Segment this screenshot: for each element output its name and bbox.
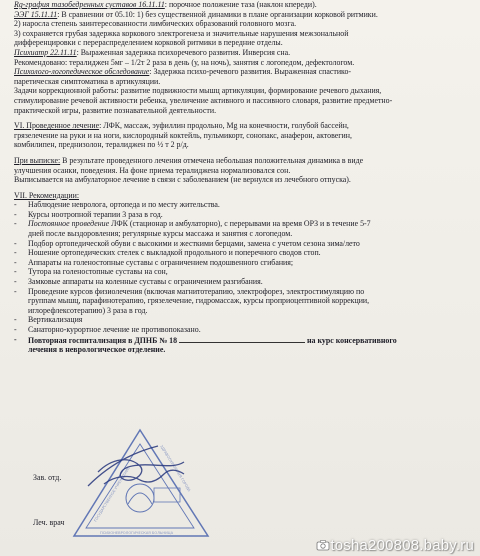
intro-line <box>14 0 472 10</box>
svg-text:ЗДРАВООХРАНЕНИЯ ГОРОДА: ЗДРАВООХРАНЕНИЯ ГОРОДА <box>159 444 192 493</box>
discharge-line: Выписывается на амбулаторное лечение в связи с заболеванием (не вернулся из лечебного отпуска). <box>14 175 351 185</box>
recommendation-text: Постоянное проведение ЛФК (стационар и амбулаторно), с перерывами на время ОРЗ и в течение 5-7 <box>28 219 371 229</box>
intro-findings <box>14 0 472 115</box>
signature-scribble <box>88 446 184 486</box>
recommendation-item <box>14 200 472 210</box>
intro-text: практической игры, развитие познавательной деятельности. <box>14 105 217 115</box>
recommendation-item <box>14 267 472 277</box>
item-dash: - <box>14 325 17 334</box>
document-body <box>14 0 472 355</box>
intro-text: стимулирование речевой активности ребенка, увеличение активного и пассивного словаря, развитие предметно- <box>14 95 393 105</box>
item-dash: - <box>14 277 17 287</box>
intro-line <box>14 29 472 39</box>
intro-text: : В сравнении от 05.10: 1) без существенной динамики в плане организации корковой ритмики. <box>57 9 378 19</box>
item-dash: - <box>14 200 17 210</box>
item-dash: - <box>14 315 17 325</box>
intro-text: паретическая симптоматика в артикуляции. <box>14 76 161 86</box>
svg-text:ГОСУДАРСТВЕННОЕ УЧРЕЖДЕНИЕ: ГОСУДАРСТВЕННОЕ УЧРЕЖДЕНИЕ <box>93 466 131 523</box>
intro-line <box>14 106 472 116</box>
item-dash: - <box>14 219 17 229</box>
treatment-line: грязелечение на руки и на ноги, кислородный коктейль, пульмикорт, сонопакс, анаферон, актовегин, <box>14 130 352 140</box>
recommendations-list <box>14 200 472 334</box>
recommendation-text: Тутора на голеностопные суставы на сон, <box>28 267 168 277</box>
recommendation-item <box>14 277 472 287</box>
intro-line <box>14 48 472 58</box>
recommendation-item <box>14 248 472 258</box>
intro-line <box>14 96 472 106</box>
official-stamp <box>68 424 213 542</box>
intro-line <box>14 86 472 96</box>
intro-line <box>14 10 472 20</box>
watermark-text: tosha200808.baby.ru <box>330 537 474 554</box>
recommendation-item <box>14 210 472 220</box>
watermark-camera-icon <box>316 538 330 552</box>
recommendation-text: Аппараты на голеностопные суставы с ограничением подошвенного сгибания; <box>28 257 294 267</box>
recommendation-item <box>14 229 472 239</box>
intro-line <box>14 58 472 68</box>
recommendation-text: дней после выздоровления; регулярные курсы массажа и занятия с логопедом. <box>28 229 293 239</box>
recommendation-text: Замковые аппараты на коленные суставы с ограничением разгибания. <box>28 277 263 287</box>
recommendation-text: Подбор ортопедической обуви с высокими и жесткими берцами, замена с учетом сезона зима/лето <box>28 238 360 248</box>
recommendation-text: Ношение ортопедических стелек с выкладкой продольного и поперечного сводов стоп. <box>28 248 321 258</box>
rehospitalization-text: Повторная госпитализация в ДПНБ № 18 <box>28 335 178 345</box>
recommendation-item <box>14 239 472 249</box>
treatment-section <box>14 121 472 150</box>
intro-label: ЭЭГ 15.11.11 <box>14 9 58 19</box>
intro-text: 2) нароcла степень заинтересованности лимбических образований головного мозга. <box>14 19 297 29</box>
intro-line <box>14 67 472 77</box>
item-dash: - <box>14 257 17 267</box>
item-dash: - <box>14 286 17 296</box>
doctor-signature-label: Леч. врач <box>33 518 65 527</box>
intro-label: Психолого-логопедическое обследование <box>14 67 150 77</box>
item-dash: - <box>14 238 17 248</box>
item-dash: - <box>14 248 17 258</box>
recommendation-item <box>14 219 472 229</box>
treatment-line: : ЛФК, массаж, эуфиллин продольно, Mg на конечности, голубой бассейн, <box>99 121 349 131</box>
recommendation-item <box>14 296 472 306</box>
intro-text: Задачи коррекционной работы: развитие подвижности мышц артикуляции, формирование речевого дыхания, <box>14 86 382 96</box>
recommendations-heading: VII. Рекомендации: <box>14 190 80 200</box>
item-dash: - <box>14 209 17 219</box>
recommendations-section <box>14 191 472 355</box>
recommendation-text: иглорефлексотерапию) 3 раза в год. <box>28 305 148 315</box>
discharge-section <box>14 156 472 185</box>
discharge-line: В результате проведенного лечения отмечена небольшая положительная динамика в виде <box>60 155 364 165</box>
discharge-heading: При выписке: <box>14 155 61 165</box>
discharge-line: улучшения осанки, поведения. На фоне приема тералиджена нормализовался сон. <box>14 165 291 175</box>
rehospitalization-text-3: лечения в неврологическое отделение. <box>28 345 166 355</box>
recommendation-item <box>14 306 472 316</box>
intro-text: 3) сохраняется грубая задержка коркового электрогенеза и значительные нарушения межзональной <box>14 28 349 38</box>
svg-text:ПСИХОНЕВРОЛОГИЧЕСКАЯ БОЛЬНИЦА: ПСИХОНЕВРОЛОГИЧЕСКАЯ БОЛЬНИЦА <box>100 531 174 535</box>
recommendation-text: группам мышц, парафинотерапию, грязелечение, гидромассаж, курсы проприоцептивной коррекции, <box>28 296 370 306</box>
recommendation-item <box>14 315 472 325</box>
treatment-heading: VI. Проведенное лечение <box>14 121 100 131</box>
recommendation-text: Курсы ноотропной терапии 3 раза в год. <box>28 209 163 219</box>
item-dash: - <box>14 267 17 277</box>
intro-text: : Задержка психо-речевого развития. Выраженная спастико- <box>149 67 352 77</box>
rehospitalization-text-2: на курс консервативного <box>307 335 397 345</box>
intro-line <box>14 77 472 87</box>
recommendation-item <box>14 287 472 297</box>
recommendation-item <box>14 258 472 268</box>
intro-label: Психиатр 22.11.11 <box>14 47 77 57</box>
recommendation-item <box>14 325 472 335</box>
recommendation-text: Наблюдение невролога, ортопеда и по месту жительства. <box>28 200 220 210</box>
recommendation-text: Вертикализация <box>28 315 83 325</box>
intro-text: : Выраженная задержка психоречевого развития. Инверсия сна. <box>76 47 291 57</box>
intro-text: Рекомендовано: тералиджен 5мг – 1/2т 2 раза в день (у, на ночь), занятия с логопедом, дефектологом. <box>14 57 355 67</box>
intro-label: Rg-графия тазобедренных суставов 16.11.11 <box>14 0 165 9</box>
recommendation-text: Проведение курсов физиолечения (включая магнитотерапию, электрофорез, электростимуляцию по <box>28 286 365 296</box>
intro-text: : порочное положение таза (наклон кпереди). <box>164 0 317 9</box>
intro-text: дифференцировки с перераспределением корковой ритмики в передние отделы. <box>14 38 283 48</box>
recommendations-bold: - Повторная госпитализация в ДПНБ № 18 на курс консервативного лечения в неврологическое отделение. <box>14 334 397 355</box>
treatment-line: комбилипен, преднизолон, тералиджен по ½ т 2 р/д. <box>14 140 189 150</box>
blank-date-line <box>179 335 305 343</box>
intro-line <box>14 19 472 29</box>
head-signature-label: Зав. отд. <box>33 473 62 482</box>
intro-line <box>14 38 472 48</box>
recommendation-text: Санаторно-курортное лечение не противопоказано. <box>28 325 201 334</box>
